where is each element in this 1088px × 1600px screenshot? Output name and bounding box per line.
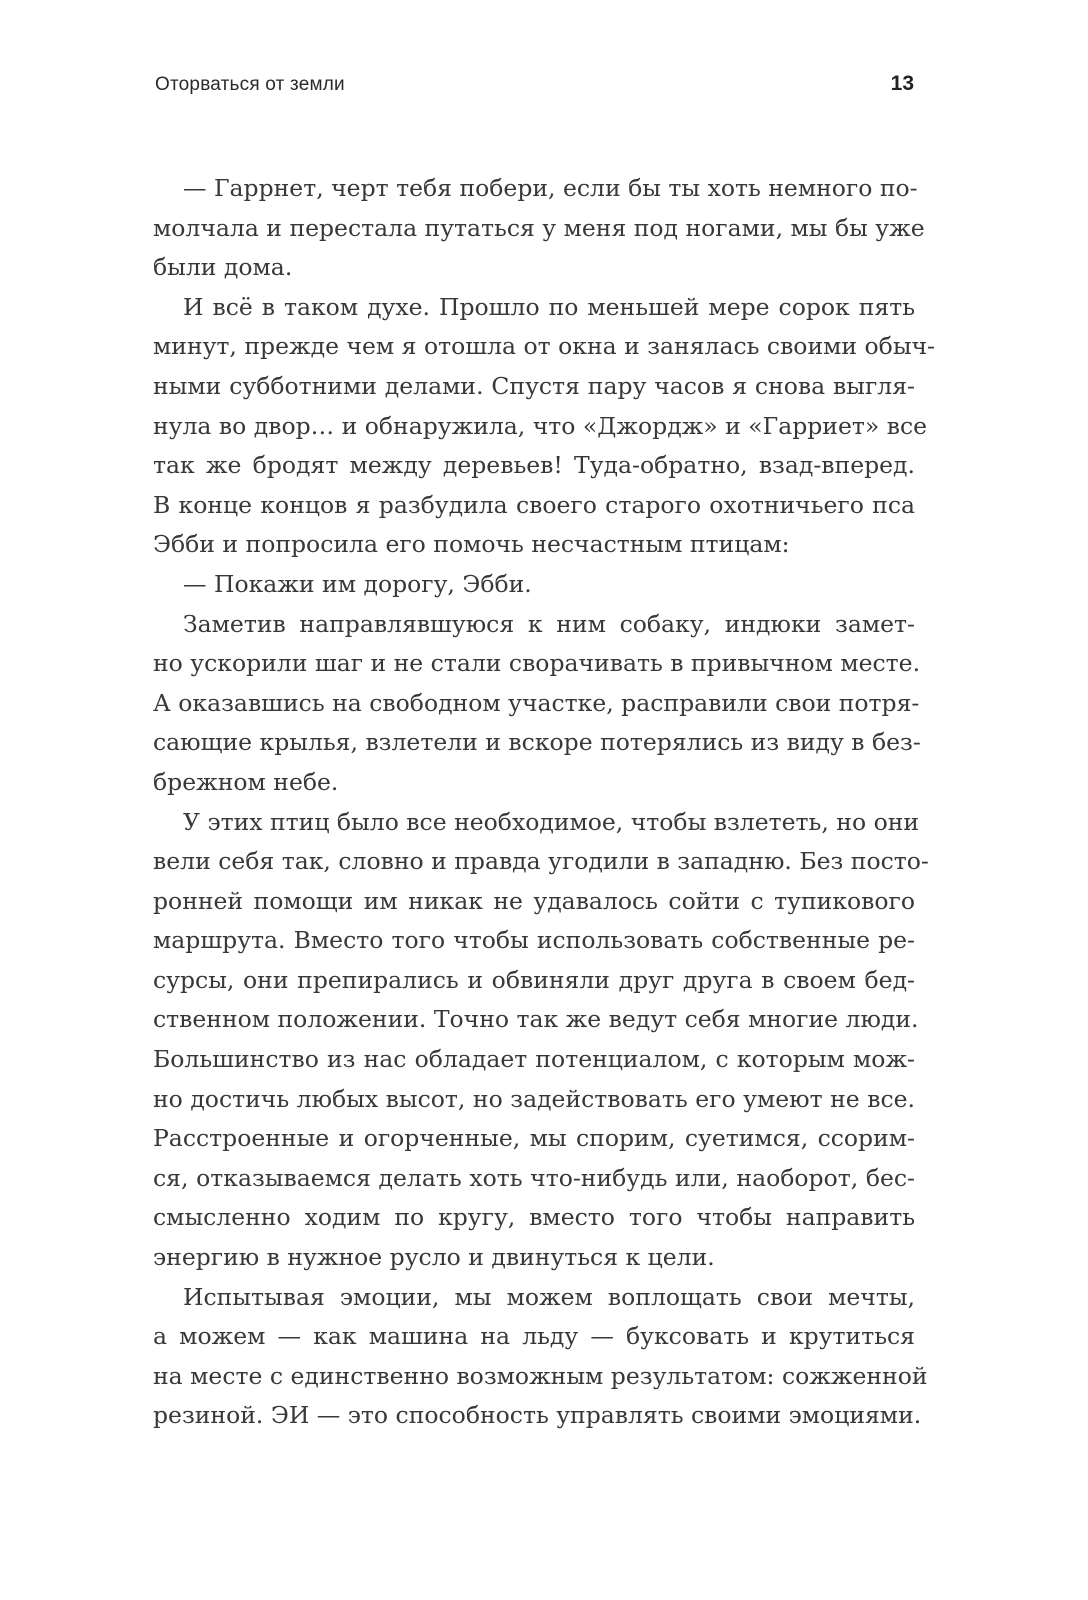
- text-line: а можем — как машина на льду — буксовать и крутиться: [153, 1322, 915, 1351]
- text-line: минут, прежде чем я отошла от окна и занялась своими обыч-: [153, 332, 935, 361]
- text-line: ся, отказываемся делать хоть что-нибудь или, наоборот, бес-: [153, 1163, 915, 1192]
- text-line: В конце концов я разбудила своего старого охотничьего пса: [153, 490, 915, 519]
- text-line: но достичь любых высот, но задействовать его умеют не все.: [153, 1084, 915, 1113]
- text-line: Эбби и попросила его помочь несчастным птицам:: [153, 530, 790, 559]
- text-line: так же бродят между деревьев! Туда-обратно, взад-вперед.: [153, 451, 915, 480]
- text-line: И всё в таком духе. Прошло по меньшей мере сорок пять: [183, 292, 915, 321]
- text-line: ными субботними делами. Спустя пару часов я снова выгля-: [153, 371, 915, 400]
- text-line: — Гаррнет, черт тебя побери, если бы ты хоть немного по-: [183, 174, 918, 202]
- text-line: на месте с единственно возможным результатом: сожженной: [153, 1361, 928, 1390]
- text-line: резиной. ЭИ — это способность управлять своими эмоциями.: [153, 1401, 922, 1430]
- text-line: вели себя так, словно и правда угодили в западню. Без посто-: [153, 847, 929, 876]
- text-line: ронней помощи им никак не удавалось сойти с тупикового: [153, 886, 915, 915]
- page-number: 13: [890, 72, 914, 95]
- text-line: А оказавшись на свободном участке, расправили свои потря-: [153, 688, 920, 717]
- text-line: маршрута. Вместо того чтобы использовать собственные ре-: [153, 926, 915, 955]
- text-line: Испытывая эмоции, мы можем воплощать свои мечты,: [183, 1282, 915, 1311]
- text-line: сурсы, они препирались и обвиняли друг друга в своем бед-: [153, 965, 915, 994]
- text-line: Большинство из нас обладает потенциалом, с которым мож-: [153, 1045, 915, 1074]
- text-line: нула во двор… и обнаружила, что «Джордж» и «Гарриет» все: [153, 411, 928, 440]
- text-line: ственном положении. Точно так же ведут себя многие люди.: [153, 1005, 919, 1034]
- text-line: — Покажи им дорогу, Эбби.: [183, 569, 532, 598]
- text-line: У этих птиц было все необходимое, чтобы взлететь, но они: [183, 807, 920, 836]
- text-line: брежном небе.: [153, 767, 339, 796]
- text-line: но ускорили шаг и не стали сворачивать в привычном месте.: [153, 649, 921, 678]
- text-line: смысленно ходим по кругу, вместо того чтобы направить: [153, 1203, 915, 1232]
- text-line: Заметив направлявшуюся к ним собаку, индюки замет-: [183, 609, 915, 638]
- text-line: Расстроенные и огорченные, мы спорим, суетимся, ссорим-: [153, 1124, 915, 1153]
- text-line: сающие крылья, взлетели и вскоре потерялись из виду в без-: [153, 728, 921, 757]
- text-line: энергию в нужное русло и двинуться к цели.: [153, 1243, 715, 1272]
- text-line: молчала и перестала путаться у меня под ногами, мы бы уже: [153, 213, 925, 242]
- text-line: были дома.: [153, 253, 293, 282]
- body-text: [153, 169, 935, 1436]
- running-head-title: Оторваться от земли: [155, 74, 345, 95]
